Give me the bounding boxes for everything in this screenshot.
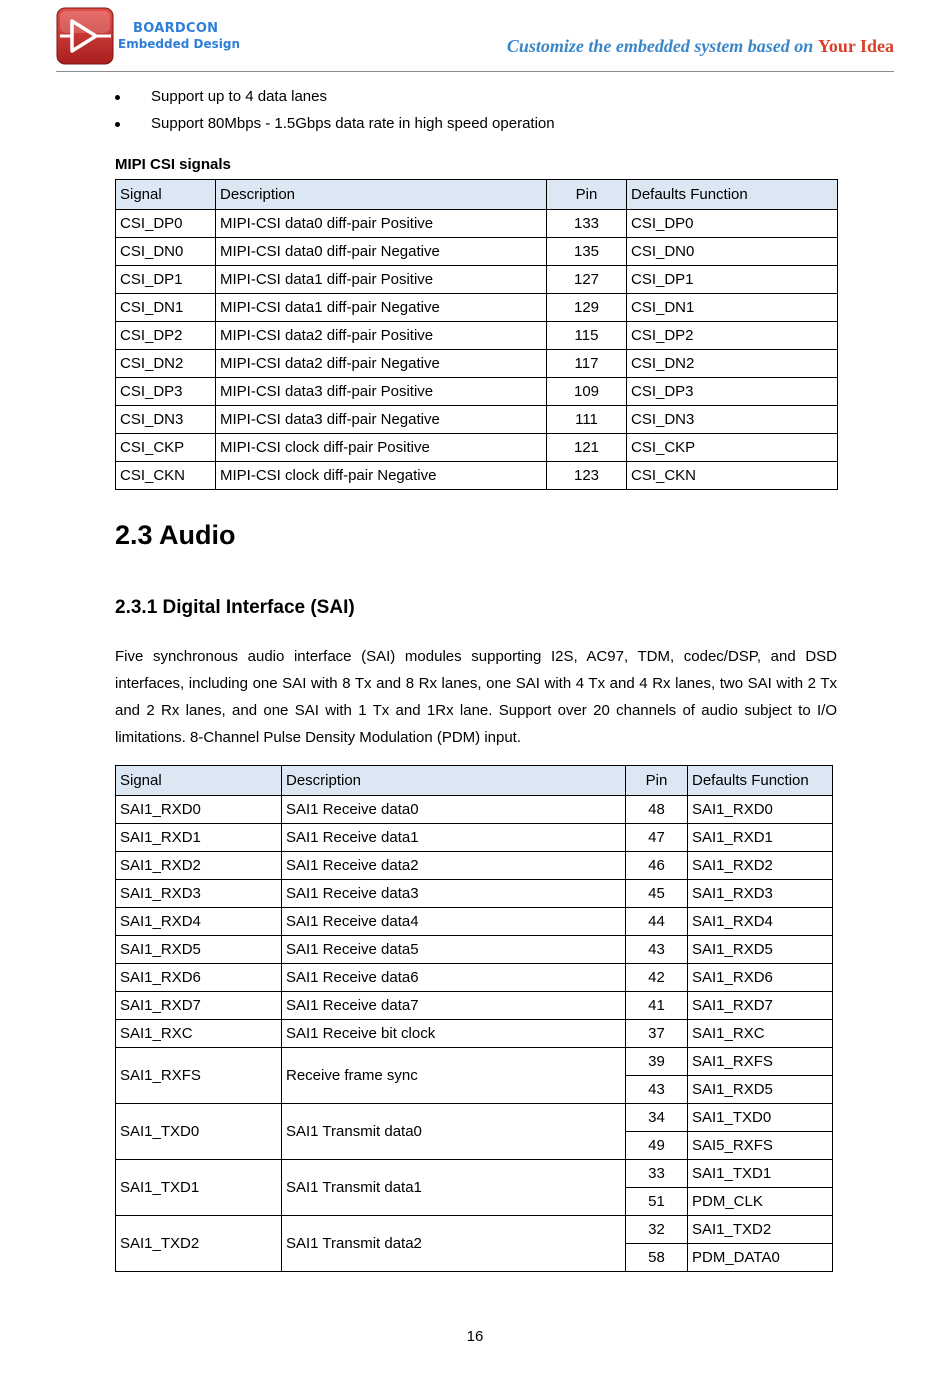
pin-cell: 49 (626, 1132, 688, 1160)
default-function-cell: CSI_DN1 (627, 294, 838, 322)
table-row (116, 964, 833, 992)
pin-cell: 109 (547, 378, 627, 406)
header-signal: Signal (116, 766, 282, 796)
default-function-cell: PDM_DATA0 (688, 1244, 833, 1272)
pin-cell: 43 (626, 1076, 688, 1104)
signal-cell: SAI1_RXD6 (116, 964, 282, 992)
default-function-cell: SAI1_RXD5 (688, 1076, 833, 1104)
pin-cell: 48 (626, 796, 688, 824)
table-row (116, 1160, 833, 1188)
table-row (116, 992, 833, 1020)
pin-cell: 33 (626, 1160, 688, 1188)
table-row (116, 350, 838, 378)
signal-cell: CSI_DN0 (116, 238, 216, 266)
default-function-cell: SAI5_RXFS (688, 1132, 833, 1160)
header-default-function: Defaults Function (627, 180, 838, 210)
mipi-table-caption: MIPI CSI signals (115, 156, 231, 173)
signal-cell: SAI1_RXD0 (116, 796, 282, 824)
default-function-cell: SAI1_RXC (688, 1020, 833, 1048)
description-cell: MIPI-CSI clock diff-pair Negative (216, 462, 547, 490)
pin-cell: 44 (626, 908, 688, 936)
header-pin: Pin (547, 180, 627, 210)
default-function-cell: SAI1_TXD0 (688, 1104, 833, 1132)
pin-cell: 41 (626, 992, 688, 1020)
description-cell: MIPI-CSI data0 diff-pair Positive (216, 210, 547, 238)
signal-cell: CSI_DN3 (116, 406, 216, 434)
table-row (116, 378, 838, 406)
signal-cell: SAI1_RXC (116, 1020, 282, 1048)
description-cell: SAI1 Receive data4 (282, 908, 626, 936)
default-function-cell: CSI_DN2 (627, 350, 838, 378)
table-row (116, 1048, 833, 1076)
default-function-cell: SAI1_RXD2 (688, 852, 833, 880)
description-cell: SAI1 Receive data2 (282, 852, 626, 880)
header-tagline (507, 36, 894, 57)
signal-cell: CSI_DN2 (116, 350, 216, 378)
table-row (116, 406, 838, 434)
default-function-cell: SAI1_RXD5 (688, 936, 833, 964)
pin-cell: 127 (547, 266, 627, 294)
pin-cell: 117 (547, 350, 627, 378)
signal-cell: SAI1_RXD5 (116, 936, 282, 964)
default-function-cell: CSI_DP3 (627, 378, 838, 406)
signal-cell: SAI1_TXD0 (116, 1104, 282, 1160)
feature-bullet-list (115, 86, 835, 140)
table-row (116, 1216, 833, 1244)
default-function-cell: PDM_CLK (688, 1188, 833, 1216)
default-function-cell: SAI1_RXD4 (688, 908, 833, 936)
signal-cell: CSI_DN1 (116, 294, 216, 322)
signal-cell: CSI_CKN (116, 462, 216, 490)
page-number: 16 (466, 1328, 484, 1345)
pin-cell: 46 (626, 852, 688, 880)
table-row (116, 880, 833, 908)
default-function-cell: SAI1_RXD6 (688, 964, 833, 992)
signal-cell: CSI_DP2 (116, 322, 216, 350)
mipi-csi-table (115, 179, 838, 490)
table-row (116, 434, 838, 462)
pin-cell: 111 (547, 406, 627, 434)
table-row (116, 1020, 833, 1048)
header-description: Description (282, 766, 626, 796)
subsection-heading: 2.3.1 Digital Interface (SAI) (115, 597, 355, 618)
table-header-row (116, 766, 833, 796)
table-row (116, 238, 838, 266)
default-function-cell: SAI1_TXD2 (688, 1216, 833, 1244)
signal-cell: SAI1_RXD4 (116, 908, 282, 936)
description-cell: Receive frame sync (282, 1048, 626, 1104)
description-cell: MIPI-CSI data3 diff-pair Positive (216, 378, 547, 406)
sai-signals-table (115, 765, 833, 1272)
signal-cell: SAI1_TXD1 (116, 1160, 282, 1216)
pin-cell: 121 (547, 434, 627, 462)
header-pin: Pin (626, 766, 688, 796)
default-function-cell: CSI_DN0 (627, 238, 838, 266)
default-function-cell: SAI1_RXD3 (688, 880, 833, 908)
table-row (116, 1104, 833, 1132)
pin-cell: 42 (626, 964, 688, 992)
brand-name: BOARDCON (133, 21, 219, 36)
description-cell: MIPI-CSI data1 diff-pair Positive (216, 266, 547, 294)
description-cell: SAI1 Receive data6 (282, 964, 626, 992)
table-row (116, 294, 838, 322)
header-description: Description (216, 180, 547, 210)
pin-cell: 37 (626, 1020, 688, 1048)
default-function-cell: CSI_DP0 (627, 210, 838, 238)
default-function-cell: CSI_CKP (627, 434, 838, 462)
default-function-cell: SAI1_RXD1 (688, 824, 833, 852)
default-function-cell: SAI1_RXD0 (688, 796, 833, 824)
table-row (116, 266, 838, 294)
bullet-text: Support up to 4 data lanes (151, 88, 327, 105)
description-cell: MIPI-CSI data1 diff-pair Negative (216, 294, 547, 322)
pin-cell: 45 (626, 880, 688, 908)
description-cell: MIPI-CSI data2 diff-pair Positive (216, 322, 547, 350)
pin-cell: 34 (626, 1104, 688, 1132)
bullet-icon (115, 95, 120, 100)
table-row (116, 908, 833, 936)
description-cell: MIPI-CSI data0 diff-pair Negative (216, 238, 547, 266)
table-row (116, 852, 833, 880)
default-function-cell: SAI1_RXFS (688, 1048, 833, 1076)
signal-cell: SAI1_RXFS (116, 1048, 282, 1104)
description-cell: SAI1 Receive data1 (282, 824, 626, 852)
header-divider (56, 71, 894, 72)
pin-cell: 135 (547, 238, 627, 266)
signal-cell: CSI_DP3 (116, 378, 216, 406)
pin-cell: 129 (547, 294, 627, 322)
description-cell: SAI1 Transmit data0 (282, 1104, 626, 1160)
default-function-cell: CSI_DP1 (627, 266, 838, 294)
default-function-cell: SAI1_RXD7 (688, 992, 833, 1020)
default-function-cell: CSI_DN3 (627, 406, 838, 434)
description-cell: SAI1 Receive data7 (282, 992, 626, 1020)
pin-cell: 43 (626, 936, 688, 964)
table-row (116, 824, 833, 852)
signal-cell: SAI1_TXD2 (116, 1216, 282, 1272)
pin-cell: 51 (626, 1188, 688, 1216)
description-cell: MIPI-CSI data2 diff-pair Negative (216, 350, 547, 378)
default-function-cell: CSI_CKN (627, 462, 838, 490)
signal-cell: CSI_DP1 (116, 266, 216, 294)
section-paragraph: Five synchronous audio interface (SAI) modules supporting I2S, AC97, TDM, codec/DSP, and DSD interfaces, including one SAI with 8 Tx and 8 Rx lanes, one SAI with 4 Tx and 4 Rx lanes, two SAI with 2 Tx and 2 Rx lanes, and one SAI with 1 Tx and 1Rx lane. Support over 20 channels of audio subject to I/O limitations. 8-Channel Pulse Density Modulation (PDM) input. (115, 648, 837, 746)
table-row (116, 322, 838, 350)
header-default-function: Defaults Function (688, 766, 833, 796)
description-cell: SAI1 Receive bit clock (282, 1020, 626, 1048)
pin-cell: 39 (626, 1048, 688, 1076)
bullet-text: Support 80Mbps - 1.5Gbps data rate in high speed operation (151, 115, 555, 132)
table-row (116, 462, 838, 490)
pin-cell: 58 (626, 1244, 688, 1272)
default-function-cell: CSI_DP2 (627, 322, 838, 350)
table-row (116, 796, 833, 824)
signal-cell: SAI1_RXD3 (116, 880, 282, 908)
list-item (115, 113, 835, 140)
description-cell: MIPI-CSI clock diff-pair Positive (216, 434, 547, 462)
signal-cell: CSI_CKP (116, 434, 216, 462)
description-cell: SAI1 Transmit data2 (282, 1216, 626, 1272)
signal-cell: SAI1_RXD7 (116, 992, 282, 1020)
signal-cell: SAI1_RXD2 (116, 852, 282, 880)
boardcon-logo-icon (56, 7, 114, 65)
description-cell: SAI1 Receive data3 (282, 880, 626, 908)
tagline-accent: Your Idea (817, 36, 894, 56)
signal-cell: SAI1_RXD1 (116, 824, 282, 852)
description-cell: MIPI-CSI data3 diff-pair Negative (216, 406, 547, 434)
pin-cell: 32 (626, 1216, 688, 1244)
page-header (0, 0, 950, 80)
pin-cell: 115 (547, 322, 627, 350)
description-cell: SAI1 Receive data0 (282, 796, 626, 824)
description-cell: SAI1 Receive data5 (282, 936, 626, 964)
tagline-main: Customize the embedded system based on (506, 36, 818, 56)
section-heading: 2.3 Audio (115, 520, 236, 550)
pin-cell: 47 (626, 824, 688, 852)
signal-cell: CSI_DP0 (116, 210, 216, 238)
table-header-row (116, 180, 838, 210)
description-cell: SAI1 Transmit data1 (282, 1160, 626, 1216)
brand-subtitle: Embedded Design (118, 37, 241, 51)
table-row (116, 210, 838, 238)
default-function-cell: SAI1_TXD1 (688, 1160, 833, 1188)
pin-cell: 123 (547, 462, 627, 490)
list-item (115, 86, 835, 113)
bullet-icon (115, 122, 120, 127)
header-signal: Signal (116, 180, 216, 210)
table-row (116, 936, 833, 964)
pin-cell: 133 (547, 210, 627, 238)
